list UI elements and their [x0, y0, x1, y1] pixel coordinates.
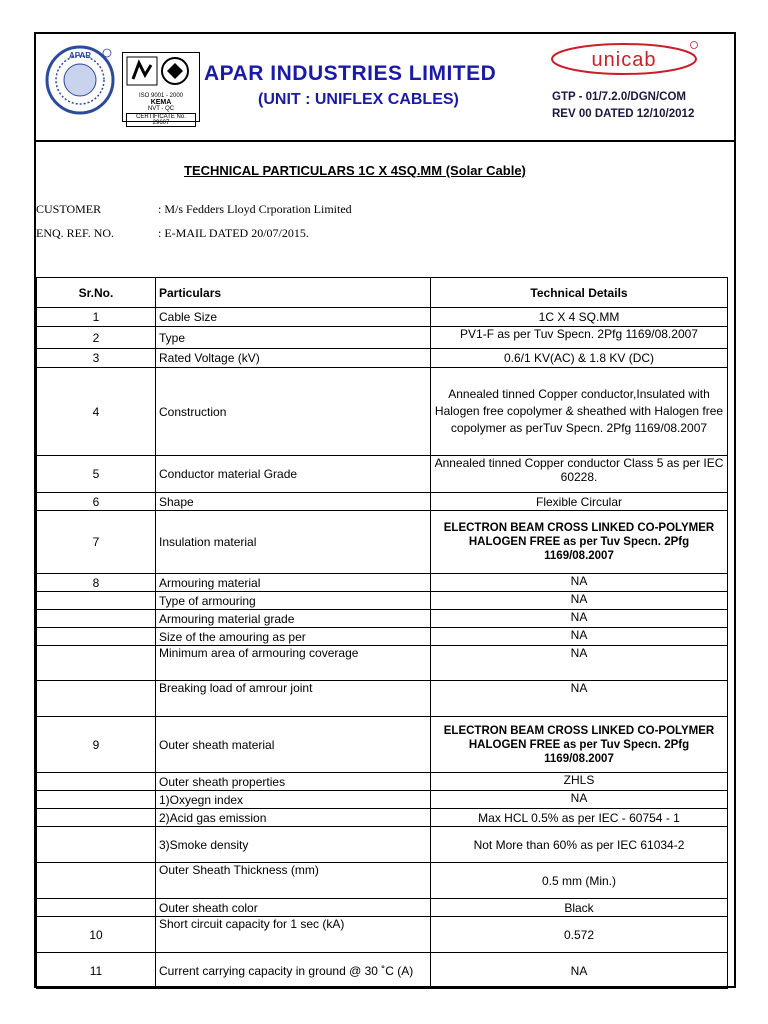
row-sr: [37, 827, 156, 863]
row-sr: 5: [37, 456, 156, 493]
document-reference: [552, 89, 694, 123]
row-detail: ZHLS: [431, 773, 728, 791]
table-row: [37, 574, 728, 592]
row-particular: Construction: [156, 368, 431, 456]
cert-line-4: CERTIFICATE No. 29607: [126, 113, 196, 127]
page-title: TECHNICAL PARTICULARS 1C X 4SQ.MM (Solar Cable): [184, 163, 526, 178]
table-row: [37, 917, 728, 953]
enquiry-value: : E-MAIL DATED 20/07/2015.: [158, 226, 309, 240]
apar-logo-text: APAR: [68, 51, 92, 60]
row-sr: 9: [37, 717, 156, 773]
table-row: [37, 349, 728, 368]
specification-table: [36, 277, 728, 989]
row-particular: Size of the amouring as per: [156, 628, 431, 646]
row-detail: NA: [431, 574, 728, 592]
row-sr: 1: [37, 308, 156, 327]
row-particular: Type: [156, 327, 431, 349]
company-name: APAR INDUSTRIES LIMITED: [204, 62, 497, 85]
apar-logo: [44, 44, 116, 116]
row-detail: 1C X 4 SQ.MM: [431, 308, 728, 327]
row-sr: 3: [37, 349, 156, 368]
table-row: [37, 368, 728, 456]
certification-logo: [122, 52, 200, 126]
row-sr: 4: [37, 368, 156, 456]
table-row: [37, 809, 728, 827]
row-detail: Flexible Circular: [431, 493, 728, 511]
customer-line: [36, 202, 352, 217]
row-particular: 3)Smoke density: [156, 827, 431, 863]
row-particular: Outer Sheath Thickness (mm): [156, 863, 431, 899]
table-row: [37, 717, 728, 773]
row-sr: [37, 610, 156, 628]
customer-value: : M/s Fedders Lloyd Crporation Limited: [158, 202, 352, 216]
row-sr: [37, 863, 156, 899]
enquiry-label: ENQ. REF. NO.: [36, 226, 115, 240]
row-sr: 8: [37, 574, 156, 592]
kema-mark-icon: [123, 53, 199, 91]
row-sr: 2: [37, 327, 156, 349]
row-sr: [37, 809, 156, 827]
row-particular: Outer sheath properties: [156, 773, 431, 791]
unicab-logo: [548, 40, 700, 76]
row-particular: Current carrying capacity in ground @ 30 ˚C (A): [156, 953, 431, 989]
table-header-row: [37, 278, 728, 308]
header-technical-details: Technical Details: [431, 278, 728, 308]
row-detail: Not More than 60% as per IEC 61034-2: [431, 827, 728, 863]
row-particular: Armouring material: [156, 574, 431, 592]
table-row: [37, 456, 728, 493]
unit-name: (UNIT : UNIFLEX CABLES): [258, 91, 459, 108]
table-row: [37, 863, 728, 899]
table-row: [37, 511, 728, 574]
row-detail: Annealed tinned Copper conductor,Insulated with Halogen free copolymer & sheathed with Halogen free copolymer as perTuv Specn. 2Pfg 1169/08.2007: [431, 368, 728, 456]
cert-line-3: NVT - QC: [147, 106, 175, 112]
cert-line-2: KEMA: [150, 99, 172, 106]
table-row: [37, 610, 728, 628]
row-sr: 7: [37, 511, 156, 574]
customer-label: CUSTOMER: [36, 202, 102, 216]
row-sr: [37, 791, 156, 809]
row-detail: Black: [431, 899, 728, 917]
header-sr-no: Sr.No.: [37, 278, 156, 308]
table-row: [37, 628, 728, 646]
revision-date: REV 00 DATED 12/10/2012: [552, 108, 695, 120]
row-detail: NA: [431, 592, 728, 610]
table-row: [37, 308, 728, 327]
row-sr: [37, 628, 156, 646]
row-detail: NA: [431, 953, 728, 989]
enquiry-line: [36, 226, 309, 241]
row-detail: 0.5 mm (Min.): [431, 863, 728, 899]
table-row: [37, 493, 728, 511]
row-detail: PV1-F as per Tuv Specn. 2Pfg 1169/08.2007: [431, 327, 728, 349]
row-detail: 0.6/1 KV(AC) & 1.8 KV (DC): [431, 349, 728, 368]
doc-ref-number: GTP - 01/7.2.0/DGN/COM: [552, 91, 686, 103]
row-particular: Conductor material Grade: [156, 456, 431, 493]
row-sr: [37, 681, 156, 717]
table-row: [37, 791, 728, 809]
row-sr: 11: [37, 953, 156, 989]
row-particular: Minimum area of armouring coverage: [156, 646, 431, 681]
row-particular: Cable Size: [156, 308, 431, 327]
cert-line-1: ISO 9001 - 2000: [138, 93, 184, 99]
row-particular: Shape: [156, 493, 431, 511]
row-sr: [37, 773, 156, 791]
row-detail: Max HCL 0.5% as per IEC - 60754 - 1: [431, 809, 728, 827]
table-row: [37, 681, 728, 717]
row-detail: NA: [431, 681, 728, 717]
unicab-logo-text: unicab: [591, 49, 657, 71]
row-detail: ELECTRON BEAM CROSS LINKED CO-POLYMER HALOGEN FREE as per Tuv Specn. 2Pfg 1169/08.2007: [431, 511, 728, 574]
row-sr: [37, 592, 156, 610]
row-detail: NA: [431, 791, 728, 809]
table-row: [37, 899, 728, 917]
header-particulars: Particulars: [156, 278, 431, 308]
row-sr: 10: [37, 917, 156, 953]
row-particular: Short circuit capacity for 1 sec (kA): [156, 917, 431, 953]
row-particular: Type of armouring: [156, 592, 431, 610]
row-detail: NA: [431, 628, 728, 646]
table-row: [37, 646, 728, 681]
row-detail: 0.572: [431, 917, 728, 953]
row-particular: 1)Oxyegn index: [156, 791, 431, 809]
row-particular: Insulation material: [156, 511, 431, 574]
row-sr: 6: [37, 493, 156, 511]
row-particular: Rated Voltage (kV): [156, 349, 431, 368]
row-particular: 2)Acid gas emission: [156, 809, 431, 827]
table-row: [37, 773, 728, 791]
row-sr: [37, 646, 156, 681]
table-row: [37, 592, 728, 610]
table-row: [37, 327, 728, 349]
row-particular: Breaking load of amrour joint: [156, 681, 431, 717]
row-particular: Armouring material grade: [156, 610, 431, 628]
table-row: [37, 953, 728, 989]
row-detail: Annealed tinned Copper conductor Class 5 as per IEC 60228.: [431, 456, 728, 493]
table-row: [37, 827, 728, 863]
row-detail: NA: [431, 646, 728, 681]
row-sr: [37, 899, 156, 917]
row-particular: Outer sheath material: [156, 717, 431, 773]
row-detail: NA: [431, 610, 728, 628]
row-detail: ELECTRON BEAM CROSS LINKED CO-POLYMER HALOGEN FREE as per Tuv Specn. 2Pfg 1169/08.2007: [431, 717, 728, 773]
row-particular: Outer sheath color: [156, 899, 431, 917]
